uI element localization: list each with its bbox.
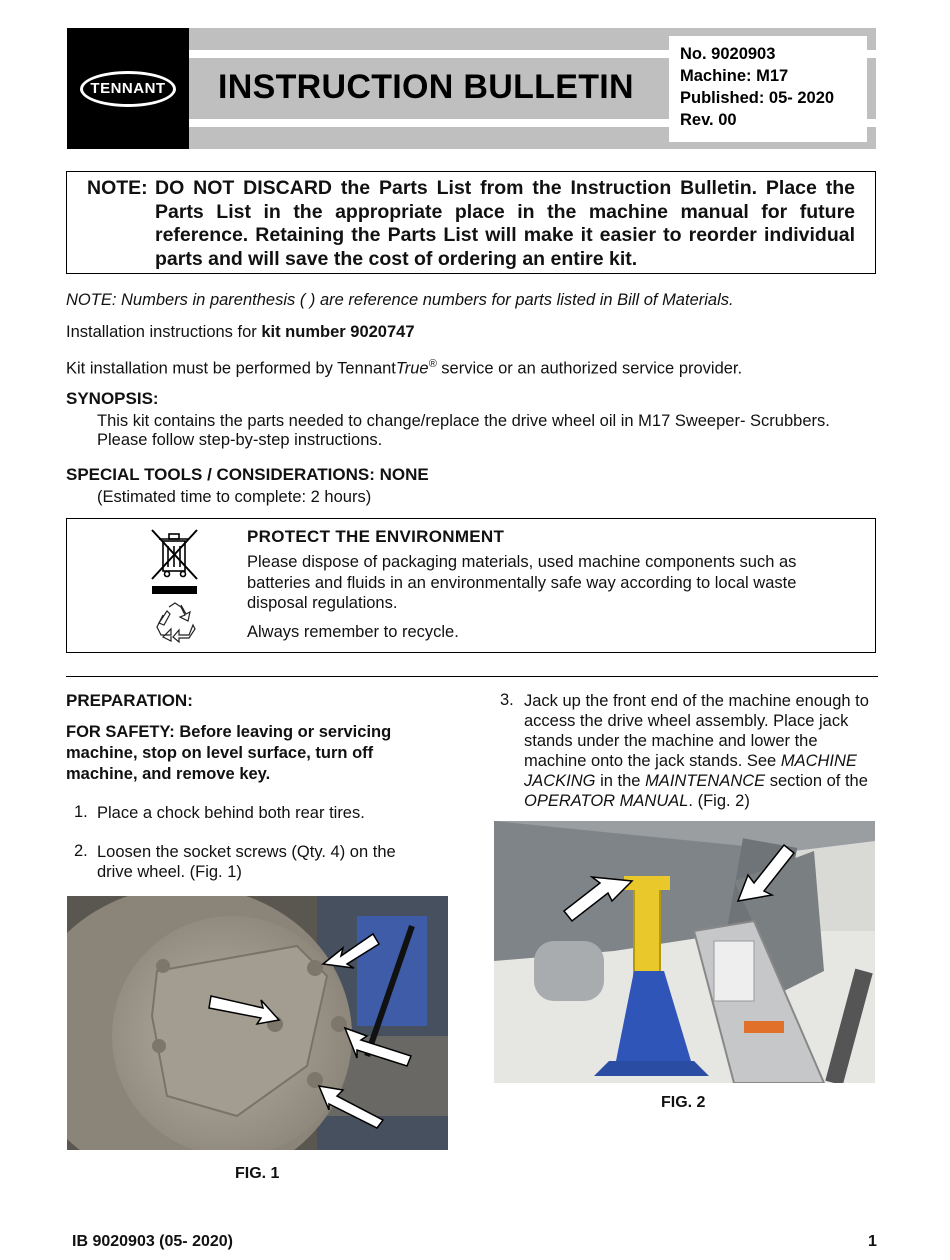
step-3-part: section of the: [765, 772, 868, 790]
synopsis-line2: Please follow step-by-step instructions.: [97, 431, 383, 449]
revision: Rev. 00: [680, 111, 737, 129]
environment-box: [66, 518, 876, 653]
logo-text: TENNANT: [90, 80, 166, 97]
figure-1-illustration: [67, 896, 448, 1150]
step-2-number: 2.: [74, 842, 88, 860]
environment-title: PROTECT THE ENVIRONMENT: [247, 527, 505, 546]
recycle-reminder: Always remember to recycle.: [247, 623, 459, 641]
install-line: [66, 322, 415, 342]
step-3-part: . (Fig. 2): [688, 792, 750, 810]
page-number: 1: [868, 1233, 877, 1250]
crossed-bin-icon: [147, 527, 203, 595]
estimated-time: (Estimated time to complete: 2 hours): [97, 488, 372, 506]
kit-number: kit number 9020747: [261, 323, 415, 341]
step-2-text: Loosen the socket screws (Qty. 4) on the drive wheel. (Fig. 1): [97, 843, 396, 881]
step-1-number: 1.: [74, 803, 88, 821]
machine-model: Machine: M17: [680, 67, 789, 85]
figure-1-photo: [67, 896, 448, 1150]
step-3-number: 3.: [500, 691, 514, 709]
figure-2-photo: [494, 821, 875, 1083]
synopsis-line1: This kit contains the parts needed to change/replace the drive wheel oil in M17 Sweeper- Scrubbers.: [97, 412, 830, 430]
recycle-icon: [153, 601, 197, 643]
step-1-text: Place a chock behind both rear tires.: [97, 804, 365, 822]
service-line: [66, 354, 742, 379]
preparation-heading: PREPARATION:: [66, 691, 193, 710]
figure-1-caption: FIG. 1: [235, 1165, 280, 1182]
bulletin-info-box: [669, 36, 867, 142]
brand-true: True: [395, 359, 429, 378]
page-title: INSTRUCTION BULLETIN: [218, 68, 634, 106]
install-prefix: Installation instructions for: [66, 323, 262, 341]
note-box: [66, 171, 876, 274]
step-3-part: Jack up the front end of the machine enough to access the drive wheel assembly. Place jack stands under the machine and lower the machine onto the jack stands. See: [524, 692, 869, 770]
step-3-part: in the: [595, 772, 646, 790]
note-label: NOTE:: [87, 177, 148, 199]
step-3-text: [524, 691, 876, 811]
footer-bulletin-id: IB 9020903 (05- 2020): [72, 1233, 233, 1250]
published-date: Published: 05- 2020: [680, 89, 835, 107]
step-3-ref-operator-manual: OPERATOR MANUAL: [524, 792, 689, 810]
step-3-ref-jacking: MACHINE JACKING: [524, 752, 857, 790]
environment-text: Please dispose of packaging materials, used machine components such as batteries and fluids in an environmentally safe way according to local waste disposal regulations.: [247, 553, 797, 612]
section-divider: [66, 676, 878, 677]
note-parenthesis: NOTE: Numbers in parenthesis ( ) are reference numbers for parts listed in Bill of Materials.: [66, 291, 734, 309]
note-text: DO NOT DISCARD the Parts List from the Instruction Bulletin. Place the Parts List in the appropriate place in the machine manual for future reference. Retaining the Parts List will make it easier to reorder individual parts and will save the cost of ordering an entire kit.: [155, 177, 855, 270]
tennant-logo: [67, 28, 189, 149]
service-prefix: Kit installation must be performed by Tennant: [66, 359, 396, 378]
figure-2-caption: FIG. 2: [661, 1094, 706, 1111]
tools-heading: SPECIAL TOOLS / CONSIDERATIONS: NONE: [66, 465, 429, 484]
registered-mark: ®: [428, 358, 437, 370]
step-3-ref-maintenance: MAINTENANCE: [645, 772, 766, 790]
logo-oval: [80, 71, 176, 107]
synopsis-heading: SYNOPSIS:: [66, 389, 159, 408]
safety-note: FOR SAFETY: Before leaving or servicing machine, stop on level surface, turn off machine, and remove key.: [66, 723, 392, 783]
bulletin-number: No. 9020903: [680, 45, 776, 63]
figure-2-illustration: [494, 821, 875, 1083]
service-suffix: service or an authorized service provider.: [436, 359, 743, 378]
